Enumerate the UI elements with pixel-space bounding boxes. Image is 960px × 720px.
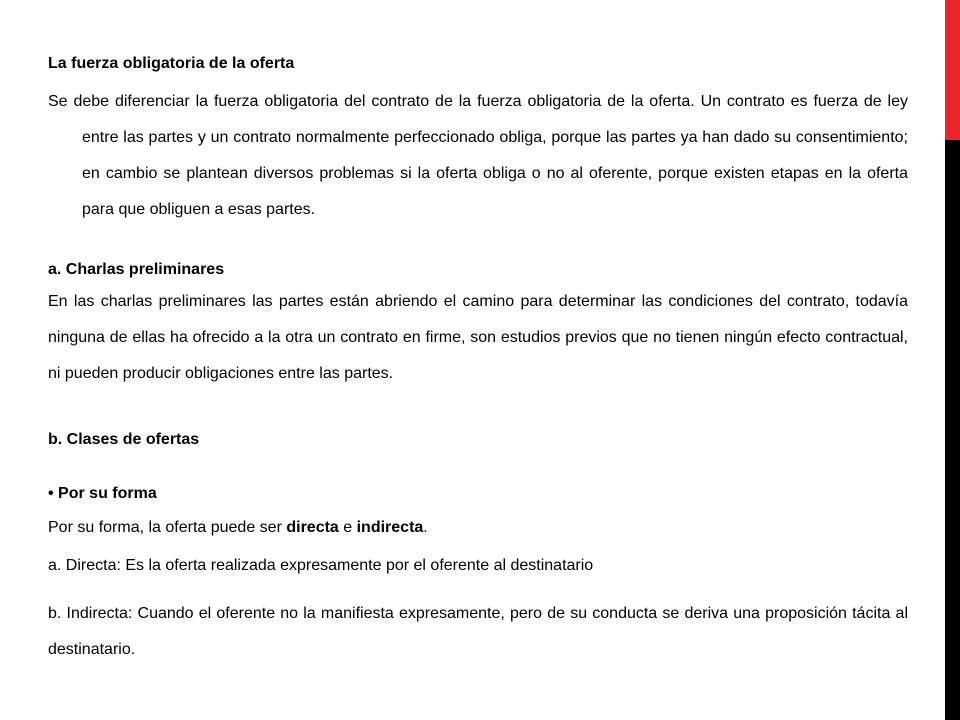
paragraph-fuerza-obligatoria: Se debe diferenciar la fuerza obligatoria del contrato de la fuerza obligatoria de la oferta. Un contrato es fuerza de ley entre las partes y un contrato normalmente perfeccionado obliga, porque las partes ya han dado su consentimiento; en cambio se plantean diversos problemas si la oferta obliga o no al oferente, porque existen etapas en la oferta para que obliguen a esas partes. — [48, 93, 908, 218]
forma-prefix: Por su forma, la oferta puede ser — [48, 519, 287, 536]
section-title-charlas-preliminares: a. Charlas preliminares — [48, 261, 225, 278]
section-title-fuerza-obligatoria: La fuerza obligatoria de la oferta — [48, 55, 295, 72]
section-title-clases-de-ofertas: b. Clases de ofertas — [48, 431, 200, 448]
side-bar-black — [945, 140, 960, 720]
forma-conjunction: e — [338, 519, 357, 536]
side-bar-red — [945, 0, 960, 140]
term-directa: directa — [286, 519, 339, 536]
paragraph-indirecta: b. Indirecta: Cuando el oferente no la manifiesta expresamente, pero de su conducta se deriva una proposición tácita al destinatario. — [48, 605, 908, 658]
term-indirecta: indirecta — [356, 519, 424, 536]
bullet-por-su-forma: • Por su forma — [48, 485, 157, 502]
forma-suffix: . — [423, 519, 428, 536]
paragraph-directa: a. Directa: Es la oferta realizada expresamente por el oferente al destinatario — [48, 557, 594, 574]
paragraph-por-su-forma — [48, 516, 908, 540]
slide-content — [48, 52, 908, 668]
paragraph-charlas-preliminares: En las charlas preliminares las partes están abriendo el camino para determinar las condiciones del contrato, todavía ninguna de ellas ha ofrecido a la otra un contrato en firme, son estudios previos que no tienen ningún efecto contractual, ni pueden producir obligaciones entre las partes. — [48, 293, 908, 382]
